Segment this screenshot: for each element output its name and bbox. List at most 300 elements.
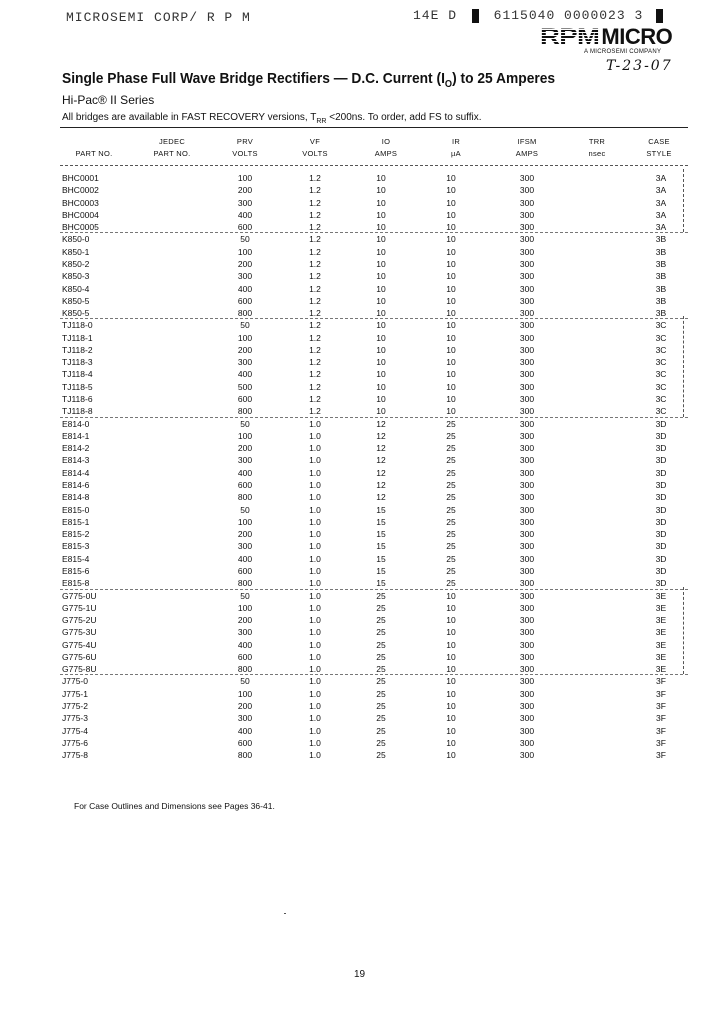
col-io-line1: IO: [381, 137, 391, 146]
table-cell: 10: [376, 394, 386, 405]
table-cell: 25: [376, 688, 386, 699]
table-cell: 3D: [655, 529, 667, 540]
table-cell: 1.2: [309, 332, 321, 343]
table-cell: 3E: [655, 602, 667, 613]
table-cell: 10: [376, 185, 386, 196]
table-cell: 400: [237, 553, 253, 564]
table-cell: 10: [446, 209, 456, 220]
table-cell: 50: [240, 590, 250, 601]
table-header-rule: [60, 165, 688, 166]
group-separator: [60, 417, 688, 418]
table-cell: 3D: [655, 578, 667, 589]
table-cell: 1.0: [309, 639, 321, 650]
col-case-line2: STYLE: [646, 149, 672, 158]
col-case-style: [634, 137, 684, 159]
part-number-cell: E815-4: [62, 553, 90, 564]
part-number-cell: K850-5: [62, 295, 90, 306]
table-cell: 3D: [655, 565, 667, 576]
table-cell: 600: [237, 480, 253, 490]
part-number-cell: G775-2U: [62, 615, 97, 626]
table-cell: 10: [376, 369, 386, 380]
table-row: [60, 283, 690, 295]
part-number-cell: K850-0: [62, 234, 90, 245]
table-cell: 12: [376, 430, 386, 441]
table-cell: 10: [376, 283, 386, 294]
table-cell: 3D: [655, 467, 667, 478]
table-cell: 300: [237, 271, 253, 282]
group-separator: [60, 232, 688, 233]
table-cell: 1.2: [309, 320, 321, 331]
col-vf-line1: VF: [309, 137, 321, 146]
group-bracket: [683, 316, 684, 416]
table-cell: 200: [237, 615, 253, 626]
table-cell: 10: [446, 615, 456, 626]
col-ifsm: [502, 137, 552, 159]
table-cell: 1.0: [309, 602, 321, 613]
title-text: Single Phase Full Wave Bridge Rectifiers — D.C. Current (I: [62, 70, 445, 87]
part-number-cell: G775-8U: [62, 664, 97, 675]
table-cell: 400: [237, 369, 253, 380]
table-cell: 3D: [655, 480, 667, 490]
table-cell: 300: [519, 750, 535, 761]
table-cell: 1.2: [309, 197, 321, 208]
table-cell: 300: [237, 197, 253, 208]
table-cell: 25: [376, 651, 386, 662]
table-cell: 10: [376, 295, 386, 306]
table-cell: 15: [376, 565, 386, 576]
table-cell: 1.0: [309, 467, 321, 478]
page-title: [62, 70, 555, 90]
part-number-cell: K850-4: [62, 283, 90, 294]
table-cell: 25: [376, 664, 386, 675]
table-cell: 50: [240, 504, 250, 515]
table-cell: 1.2: [309, 406, 321, 417]
table-row: [60, 467, 690, 479]
col-ir: [431, 137, 481, 159]
table-row: [60, 454, 690, 466]
table-cell: 800: [237, 406, 253, 417]
table-cell: 1.2: [309, 369, 321, 380]
table-cell: 300: [519, 173, 535, 183]
col-prv: [220, 137, 270, 159]
table-cell: 10: [446, 271, 456, 282]
col-vf-line2: VOLTS: [302, 149, 328, 158]
table-cell: 400: [237, 467, 253, 478]
part-number-cell: BHC0005: [62, 222, 99, 233]
table-cell: 300: [237, 455, 253, 466]
table-cell: 300: [519, 394, 535, 405]
table-cell: 1.2: [309, 344, 321, 355]
table-row: [60, 614, 690, 626]
part-number-cell: J775-4: [62, 725, 88, 736]
table-cell: 3B: [655, 271, 667, 282]
table-cell: 1.0: [309, 455, 321, 466]
table-cell: 300: [519, 590, 535, 601]
table-cell: 1.0: [309, 529, 321, 540]
table-cell: 12: [376, 480, 386, 490]
table-cell: 10: [376, 246, 386, 257]
table-cell: 300: [519, 369, 535, 380]
table-cell: 10: [376, 406, 386, 417]
table-cell: 25: [446, 541, 456, 552]
table-cell: 3A: [655, 222, 667, 233]
table-row: [60, 381, 690, 393]
table-cell: 300: [519, 246, 535, 257]
table-cell: 10: [446, 258, 456, 269]
table-cell: 300: [519, 418, 535, 429]
table-cell: 25: [446, 480, 456, 490]
table-cell: 1.0: [309, 701, 321, 712]
col-trr-line1: TRR: [588, 137, 606, 146]
part-number-cell: G775-0U: [62, 590, 97, 601]
table-cell: 1.2: [309, 271, 321, 282]
col-case-line1: CASE: [648, 137, 670, 146]
table-cell: 10: [446, 394, 456, 405]
table-cell: 10: [446, 737, 456, 748]
table-cell: 25: [446, 455, 456, 466]
table-cell: 3C: [655, 406, 667, 417]
table-cell: 1.0: [309, 590, 321, 601]
table-cell: 1.0: [309, 627, 321, 638]
table-cell: 10: [446, 308, 456, 319]
table-cell: 50: [240, 676, 250, 687]
table-cell: 300: [237, 713, 253, 724]
table-row: [60, 712, 690, 724]
table-cell: 3A: [655, 185, 667, 196]
table-cell: 3C: [655, 381, 667, 392]
page-number: 19: [354, 969, 366, 980]
col-jedec-line1: JEDEC: [158, 137, 186, 146]
brand-logo: [540, 24, 672, 50]
table-cell: 300: [237, 357, 253, 368]
table-cell: 1.0: [309, 565, 321, 576]
part-number-cell: K850-1: [62, 246, 90, 257]
part-number-cell: TJ118-0: [62, 320, 93, 331]
part-number-cell: TJ118-8: [62, 406, 93, 417]
table-cell: 10: [446, 602, 456, 613]
table-cell: 300: [519, 430, 535, 441]
table-cell: 3A: [655, 173, 667, 183]
table-cell: 300: [519, 357, 535, 368]
table-cell: 300: [519, 308, 535, 319]
part-number-cell: TJ118-4: [62, 369, 93, 380]
table-cell: 300: [519, 443, 535, 454]
table-cell: 800: [237, 578, 253, 589]
table-cell: 3F: [656, 701, 666, 712]
table-cell: 10: [446, 246, 456, 257]
table-cell: 800: [237, 308, 253, 319]
footnote: For Case Outlines and Dimensions see Pages 36-41.: [74, 801, 275, 811]
table-cell: 1.0: [309, 553, 321, 564]
table-cell: 1.2: [309, 209, 321, 220]
part-number-cell: G775-4U: [62, 639, 97, 650]
table-cell: 10: [446, 295, 456, 306]
table-cell: 25: [376, 590, 386, 601]
table-cell: 100: [237, 430, 253, 441]
table-cell: 3C: [655, 369, 667, 380]
table-cell: 300: [519, 185, 535, 196]
table-cell: 10: [446, 381, 456, 392]
part-number-cell: G775-3U: [62, 627, 97, 638]
table-cell: 500: [237, 381, 253, 392]
table-row: [60, 430, 690, 442]
note-text-end: <200ns. To order, add FS to suffix.: [326, 112, 482, 123]
part-number-cell: E815-3: [62, 541, 90, 552]
table-cell: 10: [446, 173, 456, 183]
table-row: [60, 295, 690, 307]
col-ir-line1: IR: [451, 137, 461, 146]
table-row: [60, 528, 690, 540]
table-cell: 3C: [655, 320, 667, 331]
table-cell: 100: [237, 516, 253, 527]
table-cell: 10: [446, 688, 456, 699]
table-cell: 200: [237, 701, 253, 712]
table-cell: 3F: [656, 725, 666, 736]
table-row: [60, 504, 690, 516]
table-cell: 50: [240, 418, 250, 429]
table-cell: 3E: [655, 627, 667, 638]
table-row: [60, 590, 690, 602]
table-row: [60, 639, 690, 651]
col-io-line2: AMPS: [374, 149, 398, 158]
table-cell: 10: [376, 222, 386, 233]
table-cell: 300: [519, 578, 535, 589]
table-cell: 15: [376, 504, 386, 515]
table-cell: 300: [519, 320, 535, 331]
table-cell: 600: [237, 222, 253, 233]
table-cell: 10: [446, 357, 456, 368]
table-cell: 1.0: [309, 516, 321, 527]
note-subscript: RR: [316, 118, 327, 125]
title-subscript: O: [444, 79, 453, 90]
table-cell: 300: [519, 197, 535, 208]
table-cell: 3C: [655, 394, 667, 405]
table-cell: 25: [446, 553, 456, 564]
table-row: [60, 442, 690, 454]
table-row: [60, 626, 690, 638]
part-number-cell: J775-3: [62, 713, 88, 724]
table-cell: 25: [376, 750, 386, 761]
logo-brand-text: MICRO: [601, 24, 673, 49]
table-cell: 3F: [656, 713, 666, 724]
table-cell: 1.0: [309, 664, 321, 675]
table-cell: 1.2: [309, 246, 321, 257]
part-number-cell: TJ118-3: [62, 357, 93, 368]
table-cell: 25: [376, 676, 386, 687]
table-cell: 1.2: [309, 357, 321, 368]
table-row: [60, 233, 690, 245]
table-row: [60, 565, 690, 577]
table-cell: 400: [237, 283, 253, 294]
table-cell: 15: [376, 516, 386, 527]
table-cell: 100: [237, 246, 253, 257]
table-cell: 10: [446, 332, 456, 343]
table-cell: 3E: [655, 639, 667, 650]
table-cell: 1.0: [309, 492, 321, 503]
table-cell: 10: [376, 258, 386, 269]
table-cell: 10: [376, 332, 386, 343]
table-cell: 3F: [656, 688, 666, 699]
table-cell: 300: [519, 737, 535, 748]
table-cell: 10: [446, 234, 456, 245]
table-cell: 1.2: [309, 185, 321, 196]
table-cell: 50: [240, 320, 250, 331]
table-cell: 10: [446, 590, 456, 601]
table-cell: 3E: [655, 590, 667, 601]
note-text: All bridges are available in FAST RECOVERY versions, T: [62, 112, 317, 123]
group-separator: [60, 318, 688, 319]
table-row: [60, 270, 690, 282]
table-cell: 300: [519, 283, 535, 294]
part-number-cell: E814-1: [62, 430, 90, 441]
table-cell: 3E: [655, 664, 667, 675]
table-cell: 200: [237, 185, 253, 196]
table-cell: 10: [376, 173, 386, 183]
table-cell: 300: [519, 529, 535, 540]
table-cell: 200: [237, 443, 253, 454]
table-cell: 12: [376, 467, 386, 478]
speck: [284, 913, 286, 914]
table-cell: 1.0: [309, 713, 321, 724]
title-text-end: ) to 25 Amperes: [452, 70, 556, 87]
header-mid-stamp: 14E D: [413, 8, 458, 23]
table-cell: 1.0: [309, 750, 321, 761]
table-cell: 12: [376, 443, 386, 454]
table-cell: 25: [446, 529, 456, 540]
table-cell: 300: [519, 553, 535, 564]
part-number-cell: TJ118-1: [62, 332, 93, 343]
part-number-cell: G775-1U: [62, 602, 97, 613]
table-cell: 25: [376, 602, 386, 613]
table-cell: 10: [446, 185, 456, 196]
table-cell: 3C: [655, 344, 667, 355]
table-cell: 1.0: [309, 615, 321, 626]
table-cell: 10: [446, 320, 456, 331]
table-cell: 10: [446, 664, 456, 675]
table-cell: 3B: [655, 308, 667, 319]
table-cell: 10: [446, 639, 456, 650]
table-cell: 25: [376, 639, 386, 650]
table-row: [60, 418, 690, 430]
table-row: [60, 479, 690, 491]
table-cell: 3B: [655, 258, 667, 269]
table-cell: 3C: [655, 332, 667, 343]
table-cell: 300: [519, 222, 535, 233]
table-cell: 1.0: [309, 651, 321, 662]
part-number-cell: TJ118-5: [62, 381, 93, 392]
table-cell: 10: [446, 283, 456, 294]
table-cell: 3F: [656, 737, 666, 748]
part-number-cell: BHC0004: [62, 209, 99, 220]
handwritten-note: T-23-07: [606, 58, 673, 74]
table-cell: 3D: [655, 455, 667, 466]
table-row: [60, 602, 690, 614]
part-number-cell: E815-6: [62, 565, 90, 576]
table-cell: 300: [519, 565, 535, 576]
part-number-cell: E814-8: [62, 492, 90, 503]
part-number-cell: E815-0: [62, 504, 90, 515]
table-cell: 400: [237, 639, 253, 650]
table-cell: 3E: [655, 651, 667, 662]
col-ir-line2: µA: [451, 149, 461, 158]
table-cell: 300: [519, 602, 535, 613]
table-cell: 10: [376, 271, 386, 282]
table-cell: 10: [446, 222, 456, 233]
table-cell: 300: [519, 467, 535, 478]
table-cell: 25: [376, 737, 386, 748]
header-company-stamp: MICROSEMI CORP/ R P M: [66, 10, 251, 25]
table-cell: 300: [519, 381, 535, 392]
table-cell: 10: [446, 713, 456, 724]
col-vf: [290, 137, 340, 159]
group-separator: [60, 674, 688, 675]
logo-rpm-mark: RPM: [540, 24, 600, 49]
group-bracket: [683, 169, 684, 232]
table-cell: 3D: [655, 492, 667, 503]
table-row: [60, 725, 690, 737]
part-number-cell: E815-1: [62, 516, 90, 527]
part-number-cell: BHC0003: [62, 197, 99, 208]
col-jedec-line2: PART NO.: [153, 149, 191, 158]
table-cell: 300: [519, 455, 535, 466]
table-cell: 15: [376, 541, 386, 552]
table-cell: 25: [376, 615, 386, 626]
table-cell: 3F: [656, 676, 666, 687]
col-prv-line1: PRV: [236, 137, 254, 146]
table-cell: 1.0: [309, 443, 321, 454]
col-ifsm-line2: AMPS: [515, 149, 539, 158]
table-cell: 300: [519, 516, 535, 527]
table-row: [60, 258, 690, 270]
table-row: [60, 172, 690, 184]
table-cell: 300: [237, 627, 253, 638]
table-cell: 200: [237, 529, 253, 540]
table-cell: 10: [376, 344, 386, 355]
table-cell: 12: [376, 455, 386, 466]
table-cell: 10: [446, 197, 456, 208]
table-cell: 3D: [655, 541, 667, 552]
part-number-cell: K850-3: [62, 271, 90, 282]
part-number-cell: E814-4: [62, 467, 90, 478]
table-row: [60, 516, 690, 528]
table-cell: 25: [446, 467, 456, 478]
table-row: [60, 540, 690, 552]
fast-recovery-note: [62, 112, 482, 125]
table-cell: 300: [519, 627, 535, 638]
table-cell: 10: [446, 725, 456, 736]
table-cell: 1.2: [309, 258, 321, 269]
part-number-cell: K850-2: [62, 258, 90, 269]
table-cell: 3D: [655, 553, 667, 564]
table-cell: 800: [237, 664, 253, 675]
table-row: [60, 553, 690, 565]
table-cell: 10: [446, 651, 456, 662]
part-number-cell: E815-2: [62, 529, 90, 540]
table-cell: 1.0: [309, 480, 321, 490]
table-row: [60, 332, 690, 344]
table-cell: 1.0: [309, 430, 321, 441]
table-cell: 800: [237, 750, 253, 761]
table-row: [60, 491, 690, 503]
table-cell: 300: [519, 344, 535, 355]
table-cell: 600: [237, 295, 253, 306]
table-cell: 1.2: [309, 222, 321, 233]
part-number-cell: BHC0002: [62, 185, 99, 196]
col-ifsm-line1: IFSM: [517, 137, 537, 146]
table-cell: 3D: [655, 504, 667, 515]
part-number-cell: E814-6: [62, 480, 90, 490]
part-number-cell: K850-5: [62, 308, 90, 319]
